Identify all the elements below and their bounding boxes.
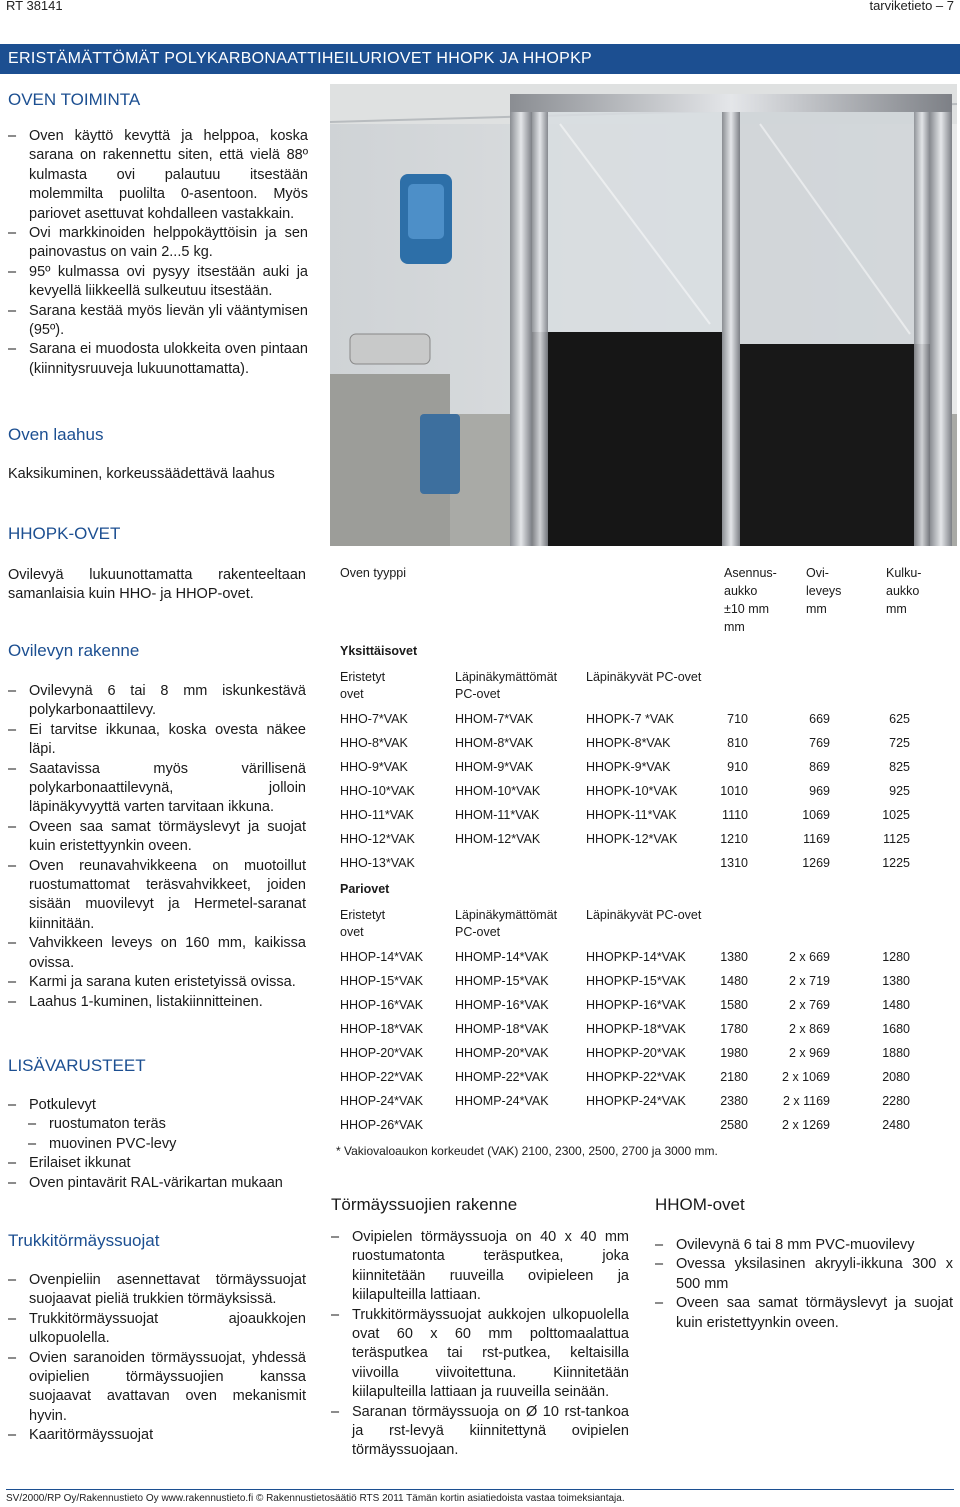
table-cell: 710: [727, 712, 748, 726]
table-cell: HHO-7*VAK: [340, 712, 408, 726]
list-item: – Ovilevynä 6 tai 8 mm iskunkestävä polykarbonaattilevy.: [8, 682, 306, 721]
table-cell: 725: [889, 736, 910, 750]
ovilevyn-rakenne-list: [8, 682, 306, 1012]
table-cell: HHO-8*VAK: [340, 736, 408, 750]
list-item: – Ovi markkinoiden helppokäyttöisin ja sen painovastus on vain 2...5 kg.: [8, 224, 308, 263]
table-cell: 769: [809, 736, 830, 750]
table-cell: HHO-9*VAK: [340, 760, 408, 774]
lisavarusteet-heading: LISÄVARUSTEET: [8, 1056, 146, 1075]
door-photo: [330, 84, 957, 546]
table-subheader-clear: Läpinäkyvät PC-ovet: [586, 908, 702, 922]
table-cell: HHOPKP-24*VAK: [586, 1094, 686, 1108]
list-item: – Oven reunavahvikkeena on muotoillut ruostumattomat teräsvahvikkeet, joiden sisään muovilevyt ja Hermetel-saranat kiinnitään.: [8, 857, 306, 935]
table-cell: 2 x 719: [788, 974, 830, 988]
table-header-opening: ±10 mm: [724, 602, 770, 616]
table-cell: 2 x 969: [788, 1046, 830, 1060]
table-cell: HHOPKP-15*VAK: [586, 974, 686, 988]
list-item: – Vahvikkeen leveys on 160 mm, kaikissa ovissa.: [8, 934, 306, 973]
list-item: – Kaaritörmäyssuojat: [8, 1426, 306, 1445]
table-cell: 1480: [882, 998, 910, 1012]
table-cell: 1110: [722, 808, 748, 822]
list-item: – 95º kulmassa ovi pysyy itsestään auki ja kevyellä liikkeellä sulkeutuu itsestään.: [8, 263, 308, 302]
list-item: – Saatavissa myös värillisenä polykarbonaattilevynä, jolloin läpinäkyvyyttä varten tarvitaan ikkuna.: [8, 760, 306, 818]
table-cell: 2180: [720, 1070, 748, 1084]
list-item: – Karmi ja sarana kuten eristetyissä ovissa.: [8, 973, 306, 992]
table-cell: HHOP-22*VAK: [340, 1070, 424, 1084]
table-cell: 2 x 669: [788, 950, 830, 964]
list-item: – muovinen PVC-levy: [8, 1135, 318, 1154]
oven-laahus-text: Kaksikuminen, korkeussäädettävä laahus: [8, 466, 275, 482]
table-cell: 1380: [882, 974, 910, 988]
table-cell: HHOP-20*VAK: [340, 1046, 424, 1060]
table-header-type: Oven tyyppi: [340, 566, 407, 580]
table-cell: 1680: [882, 1022, 910, 1036]
table-cell: 2080: [882, 1070, 910, 1084]
hhopk-ovet-heading: HHOPK-OVET: [8, 524, 121, 543]
table-cell: 1210: [720, 832, 748, 846]
lisavarusteet-list: [8, 1096, 318, 1193]
oven-toiminta-list: [8, 127, 308, 379]
list-item: – Ovien saranoiden törmäyssuojat, yhdessä ovipielien törmäyssuojien kanssa suojaavat avattavan oven mekanismit hyvin.: [8, 1349, 306, 1427]
list-item: – Potkulevyt: [8, 1096, 318, 1115]
list-item: – Oveen saa samat törmäyslevyt ja suojat kuin eristettyynkin oveen.: [8, 818, 306, 857]
hhom-ovet-list: [655, 1236, 953, 1333]
table-cell: 1780: [720, 1022, 748, 1036]
table-cell: HHOPKP-16*VAK: [586, 998, 686, 1012]
table-cell: 1269: [802, 856, 830, 870]
table-cell: HHOMP-15*VAK: [455, 974, 549, 988]
table-cell: HHOM-7*VAK: [455, 712, 534, 726]
table-cell: 1010: [720, 784, 748, 798]
table-cell: 825: [889, 760, 910, 774]
table-subheader-opaque: Läpinäkymättömät: [455, 908, 558, 922]
table-header-pass-opening: Kulku-: [886, 566, 922, 580]
page-title: ERISTÄMÄTTÖMÄT POLYKARBONAATTIHEILURIOVET HHOPK JA HHOPKP: [8, 50, 593, 67]
list-item: – Sarana kestää myös lievän yli vääntymisen (95º).: [8, 302, 308, 341]
footer-divider: [6, 1489, 954, 1490]
table-cell: HHOMP-14*VAK: [455, 950, 549, 964]
list-item: – Ovipielen törmäyssuoja on 40 x 40 mm ruostumatonta teräsputkea, joka kiinnitetään ruuveilla ovipieleen ja kiilapulteilla lattiaan.: [331, 1228, 629, 1306]
table-cell: 1880: [882, 1046, 910, 1060]
table-cell: 869: [809, 760, 830, 774]
page-header: [0, 0, 960, 14]
hhom-ovet-heading: HHOM-ovet: [655, 1195, 745, 1214]
table-cell: HHOPK-8*VAK: [586, 736, 671, 750]
table-cell: HHO-13*VAK: [340, 856, 415, 870]
table-cell: 2 x 1069: [782, 1070, 830, 1084]
table-header-opening: Asennus-: [724, 566, 777, 580]
tormayssuojien-rakenne-heading: Törmäyssuojien rakenne: [331, 1195, 518, 1214]
oven-laahus-heading: Oven laahus: [8, 425, 104, 444]
table-header-pass-opening: aukko: [886, 584, 920, 598]
list-item: – Ei tarvitse ikkunaa, koska ovesta näkee läpi.: [8, 721, 306, 760]
table-cell: 1069: [802, 808, 830, 822]
list-item: – Saranan törmäyssuoja on Ø 10 rst-tankoa ja rst-levyä kiinnitettynä ovipielen törmäyssuojaan.: [331, 1403, 629, 1461]
table-cell: HHOM-11*VAK: [455, 808, 540, 822]
table-header-door-width: mm: [806, 602, 827, 616]
table-footnote: * Vakiovaloaukon korkeudet (VAK) 2100, 2300, 2500, 2700 ja 3000 mm.: [336, 1144, 718, 1158]
table-cell: 1380: [720, 950, 748, 964]
swing-door-image: [330, 84, 957, 546]
ovilevyn-rakenne-heading: Ovilevyn rakenne: [8, 641, 140, 660]
table-cell: 1480: [720, 974, 748, 988]
table-cell: HHO-10*VAK: [340, 784, 415, 798]
table-header-door-width: leveys: [806, 584, 842, 598]
table-cell: HHO-11*VAK: [340, 808, 414, 822]
oven-toiminta-heading: OVEN TOIMINTA: [8, 90, 141, 109]
table-subheader-insulated: Eristetyt: [340, 670, 386, 684]
table-cell: HHOPKP-14*VAK: [586, 950, 686, 964]
table-cell: HHOPKP-22*VAK: [586, 1070, 686, 1084]
table-cell: HHOM-9*VAK: [455, 760, 534, 774]
table-cell: 810: [727, 736, 748, 750]
table-header-opening: mm: [724, 620, 745, 634]
table-cell: 1580: [720, 998, 748, 1012]
list-item: – Ovessa yksilasinen akryyli-ikkuna 300 x 500 mm: [655, 1255, 953, 1294]
table-cell: 2280: [882, 1094, 910, 1108]
table-cell: 1280: [882, 950, 910, 964]
table-cell: HHO-12*VAK: [340, 832, 415, 846]
table-subheader-opaque: PC-ovet: [455, 925, 501, 939]
table-cell: HHOMP-16*VAK: [455, 998, 549, 1012]
list-item: – ruostumaton teräs: [8, 1115, 318, 1134]
table-subheader-insulated: ovet: [340, 687, 364, 701]
list-item: – Trukkitörmäyssuojat aukkojen ulkopuolella ovat 60 x 60 mm polttomaalattua teräsputkea tai rst-putkea, keltaisilla viivoilla viivoitettuna. Kiinnitetään kiilapulteilla lattiaan ja ruuveilla seinään.: [331, 1306, 629, 1403]
table-cell: HHOMP-22*VAK: [455, 1070, 549, 1084]
table-section-single: Yksittäisovet: [340, 644, 418, 658]
table-subheader-opaque: Läpinäkymättömät: [455, 670, 558, 684]
table-subheader-opaque: PC-ovet: [455, 687, 501, 701]
table-cell: 910: [727, 760, 748, 774]
table-header-door-width: Ovi-: [806, 566, 829, 580]
list-item: – Ovilevynä 6 tai 8 mm PVC-muovilevy: [655, 1236, 953, 1255]
table-cell: HHOPK-7 *VAK: [586, 712, 674, 726]
table-cell: HHOPK-10*VAK: [586, 784, 678, 798]
table-cell: 2 x 1269: [782, 1118, 830, 1132]
list-item: – Ovenpieliin asennettavat törmäyssuojat suojaavat pieliä trukkien törmäyksissä.: [8, 1271, 306, 1310]
table-section-double: Pariovet: [340, 882, 390, 896]
list-item: – Oveen saa samat törmäyslevyt ja suojat kuin eristettyynkin oveen.: [655, 1294, 953, 1333]
table-cell: HHOP-16*VAK: [340, 998, 424, 1012]
table-cell: HHOMP-18*VAK: [455, 1022, 549, 1036]
table-cell: 1025: [882, 808, 910, 822]
table-cell: 625: [889, 712, 910, 726]
table-cell: HHOMP-20*VAK: [455, 1046, 549, 1060]
table-cell: 2380: [720, 1094, 748, 1108]
table-cell: HHOP-18*VAK: [340, 1022, 424, 1036]
table-cell: HHOP-15*VAK: [340, 974, 424, 988]
table-header-pass-opening: mm: [886, 602, 907, 616]
table-cell: 1125: [883, 832, 910, 846]
trukkitormayssuojat-heading: Trukkitörmäyssuojat: [8, 1231, 160, 1250]
table-cell: HHOPK-12*VAK: [586, 832, 678, 846]
table-cell: 2 x 769: [788, 998, 830, 1012]
table-cell: 2 x 1169: [782, 1094, 830, 1108]
table-cell: HHOM-8*VAK: [455, 736, 534, 750]
table-cell: 1169: [803, 832, 830, 846]
title-bar: [0, 44, 960, 74]
hhopk-ovet-text: Ovilevyä lukuunottamatta rakenteeltaan samanlaisia kuin HHO- ja HHOP-ovet.: [8, 567, 306, 603]
table-cell: HHOM-12*VAK: [455, 832, 541, 846]
table-subheader-insulated: ovet: [340, 925, 364, 939]
trukkitormayssuojat-list: [8, 1271, 306, 1446]
table-cell: HHOP-26*VAK: [340, 1118, 424, 1132]
table-cell: 669: [809, 712, 830, 726]
table-cell: HHOP-14*VAK: [340, 950, 424, 964]
list-item: – Oven pintavärit RAL-värikartan mukaan: [8, 1174, 318, 1193]
table-cell: 969: [809, 784, 830, 798]
table-cell: HHOPKP-18*VAK: [586, 1022, 686, 1036]
list-item: – Oven käyttö kevyttä ja helppoa, koska sarana on rakennettu siten, että vielä 88º kulmasta ovi palautuu itsestään molemmilta puolilta 0-asentoon. Myös pariovet asettuvat kohdalleen vastakkain.: [8, 127, 308, 224]
table-cell: 1310: [720, 856, 748, 870]
door-type-table: [336, 566, 955, 1166]
tormayssuojien-rakenne-list: [331, 1228, 629, 1461]
footer-text: SV/2000/RP Oy/Rakennustieto Oy www.rakennustieto.fi © Rakennustietosäätiö RTS 2011 Tämän kortin asiatiedoista vastaa toimeksiantaja.: [6, 1493, 625, 1504]
table-cell: HHOPKP-20*VAK: [586, 1046, 686, 1060]
table-cell: HHOM-10*VAK: [455, 784, 541, 798]
table-cell: HHOPK-9*VAK: [586, 760, 671, 774]
table-cell: HHOPK-11*VAK: [586, 808, 677, 822]
list-item: – Sarana ei muodosta ulokkeita oven pintaan (kiinnitysruuveja lukuunottamatta).: [8, 340, 308, 379]
table-cell: 925: [889, 784, 910, 798]
card-number: RT 38141: [6, 0, 63, 13]
table-cell: 1225: [882, 856, 910, 870]
table-cell: 2480: [882, 1118, 910, 1132]
table-subheader-insulated: Eristetyt: [340, 908, 386, 922]
table-header-opening: aukko: [724, 584, 758, 598]
table-cell: HHOMP-24*VAK: [455, 1094, 549, 1108]
page-label: tarviketieto – 7: [869, 0, 954, 13]
table-cell: 2580: [720, 1118, 748, 1132]
list-item: – Erilaiset ikkunat: [8, 1154, 318, 1173]
list-item: – Trukkitörmäyssuojat ajoaukkojen ulkopuolella.: [8, 1310, 306, 1349]
table-cell: HHOP-24*VAK: [340, 1094, 424, 1108]
table-subheader-clear: Läpinäkyvät PC-ovet: [586, 670, 702, 684]
table-cell: 1980: [720, 1046, 748, 1060]
list-item: – Laahus 1-kuminen, listakiinnitteinen.: [8, 993, 306, 1012]
table-cell: 2 x 869: [788, 1022, 830, 1036]
